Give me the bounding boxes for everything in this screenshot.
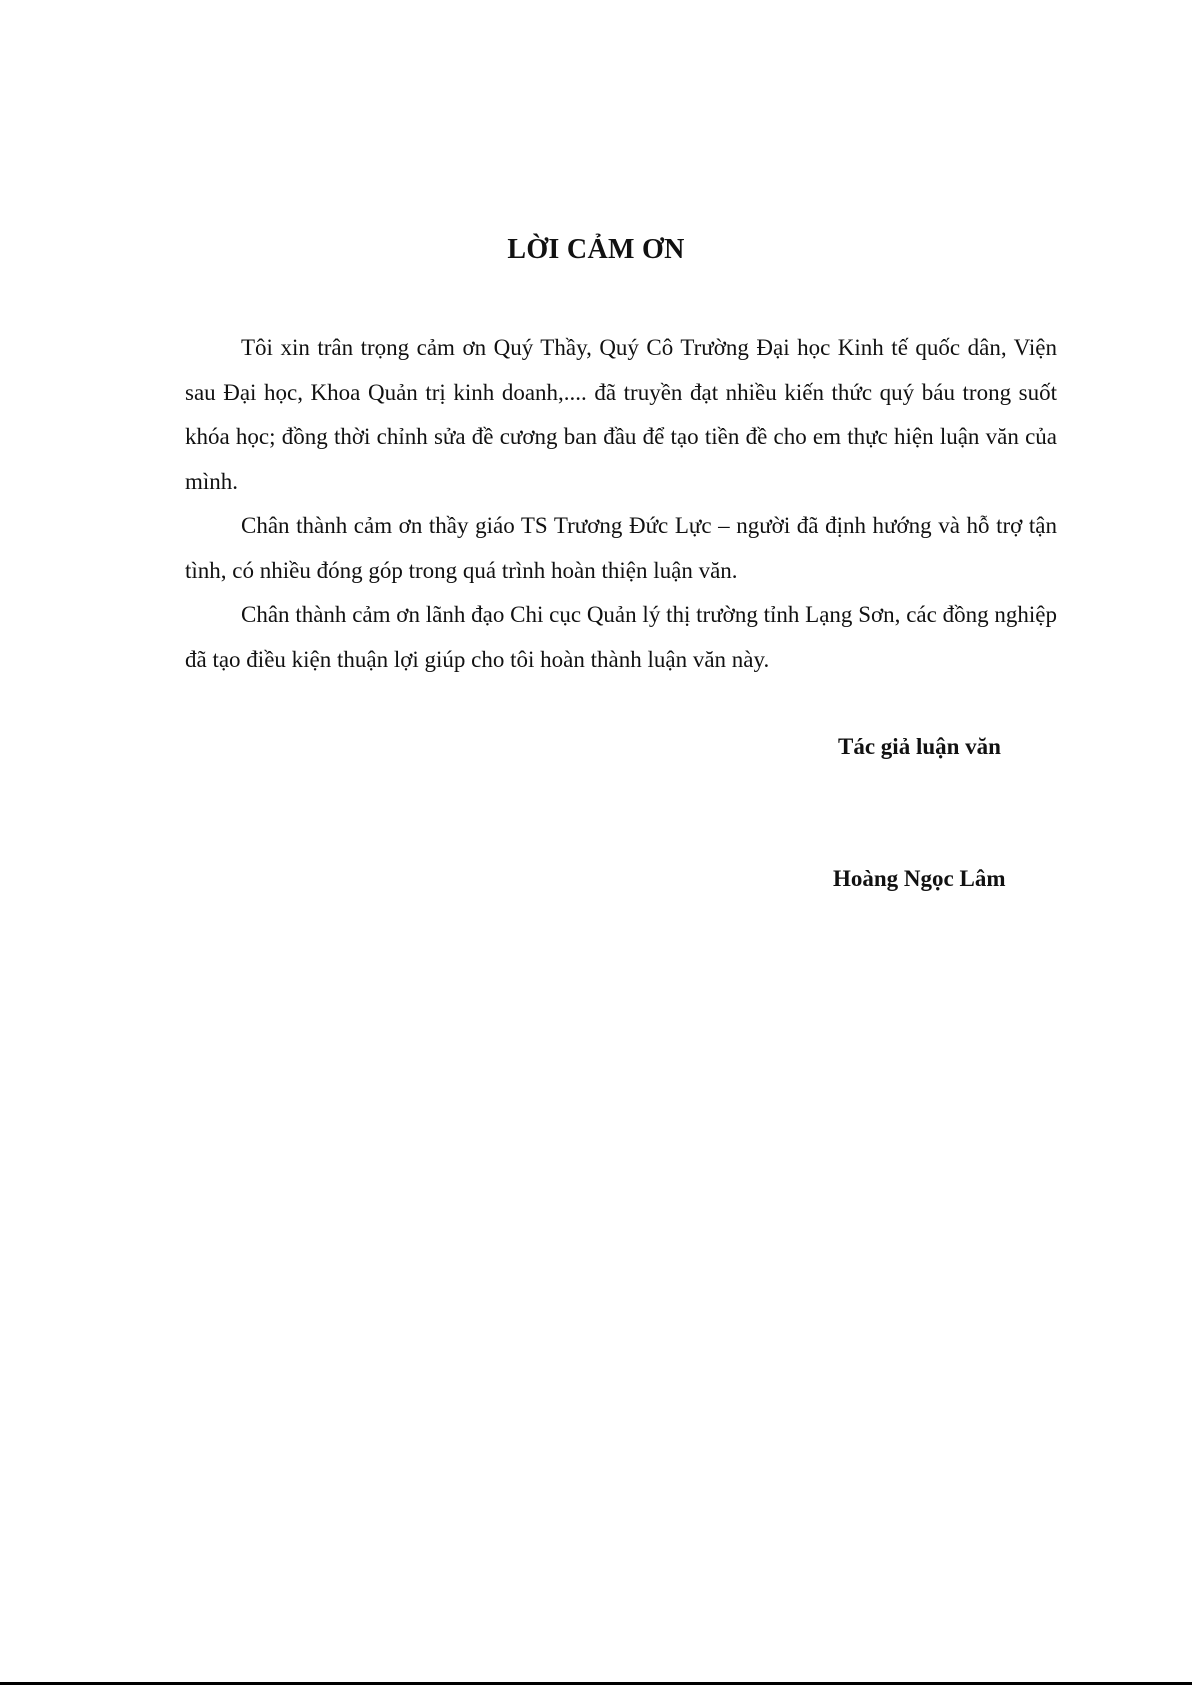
paragraph-thanks-colleagues: Chân thành cảm ơn lãnh đạo Chi cục Quản lý thị trường tỉnh Lạng Sơn, các đồng nghiệp đã tạo điều kiện thuận lợi giúp cho tôi hoàn thành luận văn này. (185, 602, 1057, 672)
paragraph-thanks-advisor: Chân thành cảm ơn thầy giáo TS Trương Đức Lực – người đã định hướng và hỗ trợ tận tình, có nhiều đóng góp trong quá trình hoàn thiện luận văn. (185, 513, 1057, 583)
body-text (185, 326, 1057, 682)
page-title: LỜI CẢM ƠN (507, 234, 685, 265)
signature-role: Tác giả luận văn (838, 734, 1001, 759)
signature-name: Hoàng Ngọc Lâm (833, 866, 1006, 891)
paragraph-thanks-faculty: Tôi xin trân trọng cảm ơn Quý Thầy, Quý Cô Trường Đại học Kinh tế quốc dân, Viện sau Đại học, Khoa Quản trị kinh doanh,.... đã truyền đạt nhiều kiến thức quý báu trong suốt khóa học; đồng thời chỉnh sửa đề cương ban đầu để tạo tiền đề cho em thực hiện luận văn của mình. (185, 335, 1057, 494)
